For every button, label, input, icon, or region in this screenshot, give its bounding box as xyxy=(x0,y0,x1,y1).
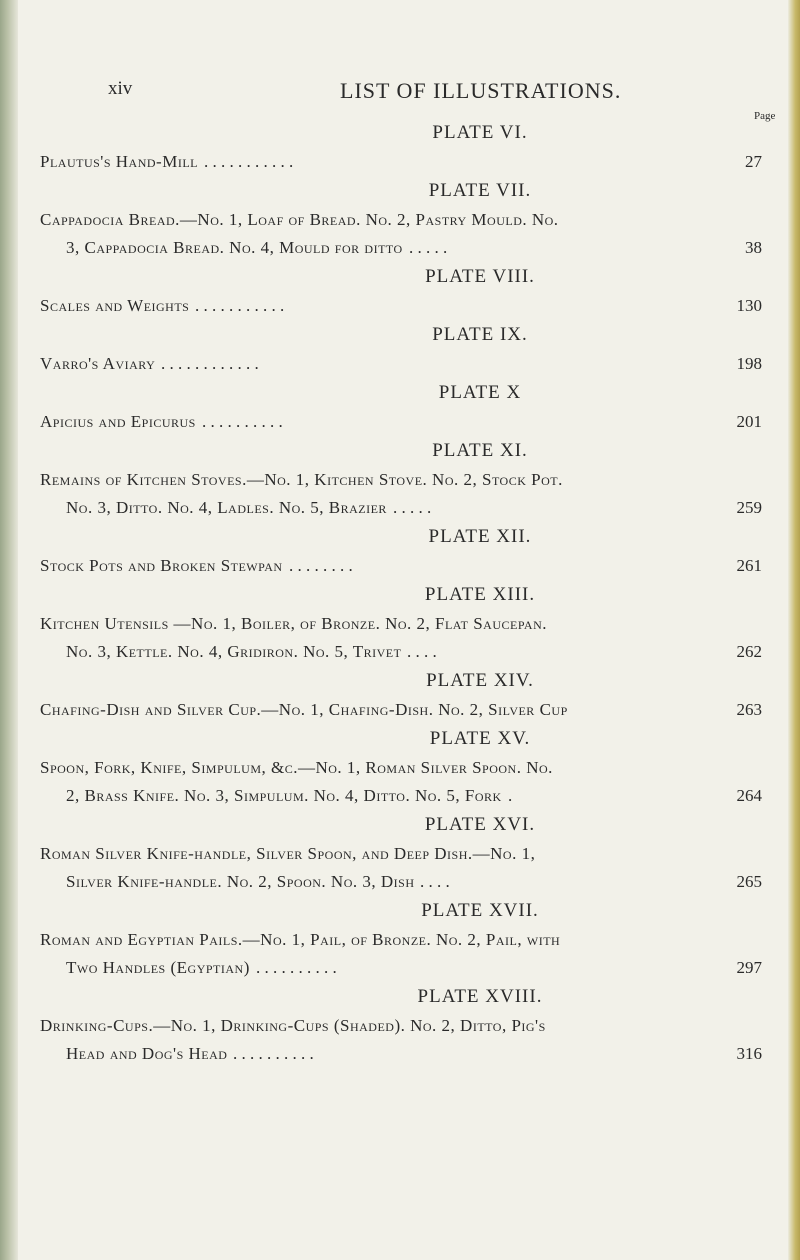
page-column-label: Page xyxy=(754,110,776,122)
page-number: 263 xyxy=(736,700,762,719)
dot-leaders: . . . . xyxy=(420,872,450,891)
plate-description xyxy=(40,148,780,176)
plate-entry xyxy=(40,896,780,982)
dot-leaders: . . . . . . . . . . . xyxy=(204,152,294,171)
entry-text: Roman Silver Knife-handle, Silver Spoon, and Deep Dish.—No. 1, xyxy=(40,844,536,863)
entry-text: Kitchen Utensils —No. 1, Boiler, of Bronze. No. 2, Flat Saucepan. xyxy=(40,614,547,633)
entry-line xyxy=(40,696,780,724)
dot-leaders: . xyxy=(508,786,513,805)
entry-line xyxy=(40,292,780,320)
plate-heading: PLATE XI. xyxy=(432,440,528,461)
entry-text: No. 3, Kettle. No. 4, Gridiron. No. 5, Trivet xyxy=(66,642,402,661)
plate-entry xyxy=(40,378,780,436)
plate-description xyxy=(40,1012,780,1068)
entry-line xyxy=(40,926,780,954)
entry-text: 3, Cappadocia Bread. No. 4, Mould for ditto xyxy=(66,238,403,257)
dot-leaders: . . . . . . . . xyxy=(289,556,353,575)
plate-heading: PLATE XV. xyxy=(429,728,531,749)
plate-entry xyxy=(40,810,780,896)
entry-text: Varro's Aviary xyxy=(40,354,156,373)
entry-line xyxy=(40,754,780,782)
dot-leaders: . . . . . xyxy=(393,498,432,517)
entry-line xyxy=(40,1040,780,1068)
plate-entry xyxy=(40,982,780,1068)
plate-description xyxy=(40,552,780,580)
entry-text: Plautus's Hand-Mill xyxy=(40,152,198,171)
page-number: 262 xyxy=(736,642,762,661)
plate-heading: PLATE XVI. xyxy=(424,814,536,835)
plate-heading: PLATE VI. xyxy=(432,122,528,143)
entry-text: Stock Pots and Broken Stewpan xyxy=(40,556,283,575)
dot-leaders: . . . . . . . . . . xyxy=(233,1044,314,1063)
entry-text: Cappadocia Bread.—No. 1, Loaf of Bread. No. 2, Pastry Mould. No. xyxy=(40,210,559,229)
page-number: 261 xyxy=(736,556,762,575)
plate-entry xyxy=(40,724,780,810)
page-number: 316 xyxy=(736,1044,762,1063)
page-number: 130 xyxy=(736,296,762,315)
entry-line xyxy=(40,782,780,810)
entry-line xyxy=(40,954,780,982)
plate-description xyxy=(40,926,780,982)
dot-leaders: . . . . . . . . . . xyxy=(256,958,337,977)
plate-description xyxy=(40,840,780,896)
entry-line xyxy=(40,1012,780,1040)
entry-text: Apicius and Epicurus xyxy=(40,412,196,431)
plate-description xyxy=(40,610,780,666)
entry-line xyxy=(40,638,780,666)
entry-line xyxy=(40,408,780,436)
page-number: 198 xyxy=(736,354,762,373)
plate-description xyxy=(40,206,780,262)
plate-description xyxy=(40,466,780,522)
entry-text: 2, Brass Knife. No. 3, Simpulum. No. 4, Ditto. No. 5, Fork xyxy=(66,786,502,805)
entry-line xyxy=(40,868,780,896)
plate-heading: PLATE XII. xyxy=(428,526,532,547)
entry-line xyxy=(40,494,780,522)
page-number: 259 xyxy=(736,498,762,517)
plate-heading: PLATE VIII. xyxy=(425,266,535,287)
page-header xyxy=(108,78,708,108)
plate-description xyxy=(40,696,780,724)
dot-leaders: . . . . . xyxy=(409,238,448,257)
plate-entry xyxy=(40,320,780,378)
entry-line xyxy=(40,234,780,262)
book-spine-shadow xyxy=(0,0,18,1260)
plate-heading: PLATE X xyxy=(438,382,522,403)
plate-heading: PLATE IX. xyxy=(432,324,528,345)
page-number: 201 xyxy=(736,412,762,431)
entry-line xyxy=(40,610,780,638)
entry-text: Chafing-Dish and Silver Cup.—No. 1, Chafing-Dish. No. 2, Silver Cup xyxy=(40,700,568,719)
entry-text: Spoon, Fork, Knife, Simpulum, &c.—No. 1, Roman Silver Spoon. No. xyxy=(40,758,553,777)
page-edge xyxy=(788,0,800,1260)
page-number: 297 xyxy=(736,958,762,977)
plate-entry xyxy=(40,118,780,176)
entry-text: Roman and Egyptian Pails.—No. 1, Pail, of Bronze. No. 2, Pail, with xyxy=(40,930,561,949)
plate-entry xyxy=(40,176,780,262)
page-number: 265 xyxy=(736,872,762,891)
plate-heading: PLATE XVII. xyxy=(421,900,539,921)
plate-entry xyxy=(40,666,780,724)
entry-line xyxy=(40,148,780,176)
dot-leaders: . . . . . . . . . . xyxy=(202,412,283,431)
page-number: 38 xyxy=(745,238,762,257)
plate-description xyxy=(40,350,780,378)
entry-text: Remains of Kitchen Stoves.—No. 1, Kitchen Stove. No. 2, Stock Pot. xyxy=(40,470,563,489)
plate-entry xyxy=(40,436,780,522)
entry-line xyxy=(40,206,780,234)
dot-leaders: . . . . . . . . . . . . xyxy=(161,354,259,373)
dot-leaders: . . . . . . . . . . . xyxy=(195,296,285,315)
entry-text: Head and Dog's Head xyxy=(66,1044,228,1063)
plate-heading: PLATE XIII. xyxy=(424,584,536,605)
entry-text: Scales and Weights xyxy=(40,296,190,315)
entry-text: Silver Knife-handle. No. 2, Spoon. No. 3, Dish xyxy=(66,872,415,891)
page-number: 27 xyxy=(745,152,762,171)
entry-text: No. 3, Ditto. No. 4, Ladles. No. 5, Brazier xyxy=(66,498,387,517)
folio-number: xiv xyxy=(108,78,133,99)
plate-heading: PLATE VII. xyxy=(428,180,532,201)
plate-description xyxy=(40,292,780,320)
plate-heading: PLATE XVIII. xyxy=(417,986,543,1007)
running-title: LIST OF ILLUSTRATIONS. xyxy=(340,78,622,103)
illustrations-list xyxy=(40,118,780,1068)
plate-heading: PLATE XIV. xyxy=(426,670,534,691)
plate-entry xyxy=(40,580,780,666)
plate-entry xyxy=(40,522,780,580)
plate-description xyxy=(40,754,780,810)
page-number: 264 xyxy=(736,786,762,805)
entry-text: Drinking-Cups.—No. 1, Drinking-Cups (Shaded). No. 2, Ditto, Pig's xyxy=(40,1016,546,1035)
entry-line xyxy=(40,466,780,494)
dot-leaders: . . . . xyxy=(407,642,437,661)
entry-line xyxy=(40,552,780,580)
entry-text: Two Handles (Egyptian) xyxy=(66,958,250,977)
entry-line xyxy=(40,350,780,378)
entry-line xyxy=(40,840,780,868)
plate-entry xyxy=(40,262,780,320)
plate-description xyxy=(40,408,780,436)
